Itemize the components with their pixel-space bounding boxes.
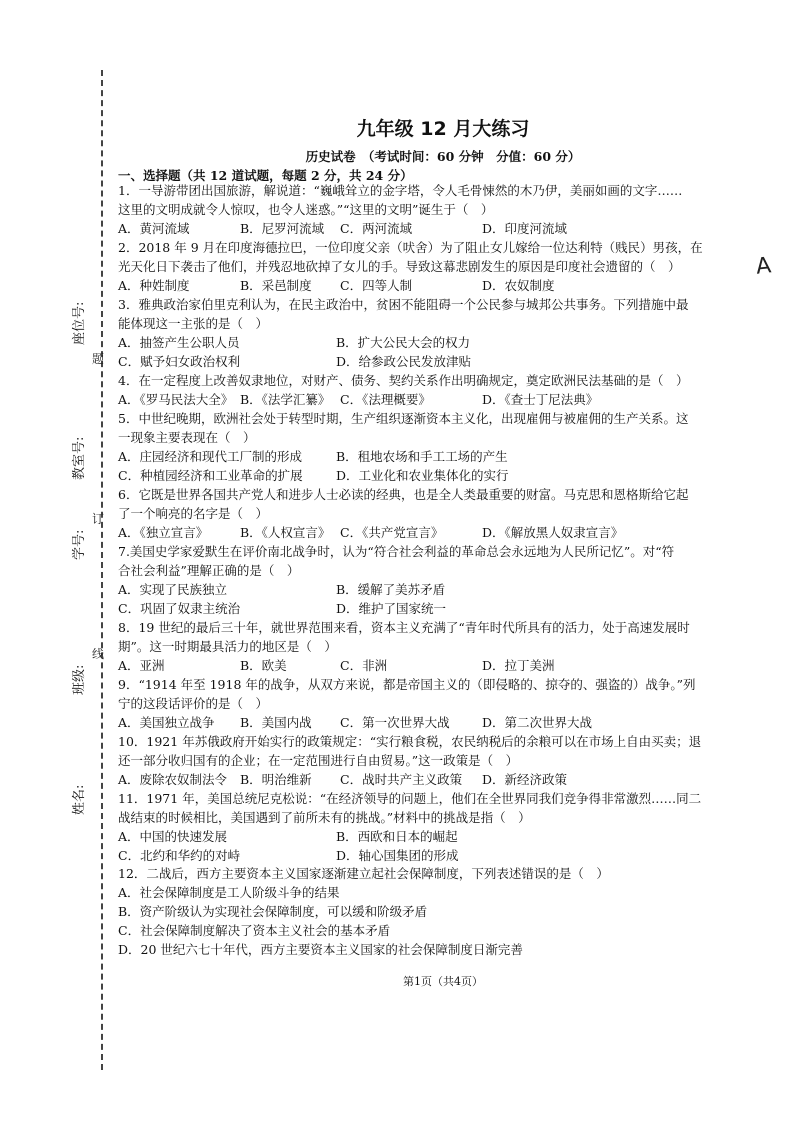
binding-field — [60, 430, 90, 560]
answer-option: C．社会保障制度解决了资本主义社会的基本矛盾 — [118, 923, 391, 938]
question-text: 了一个响亮的名字是（ ） — [118, 506, 269, 521]
answer-option: D．给参政公民发放津贴 — [336, 354, 472, 369]
answer-option: B．《法学汇纂》 — [240, 392, 331, 407]
answer-option: D．《查士丁尼法典》 — [482, 392, 599, 407]
answer-option: C．《法理概要》 — [340, 392, 431, 407]
answer-option: C．巩固了奴隶主统治 — [118, 601, 241, 616]
answer-option: D．印度河流域 — [482, 221, 568, 236]
option-row — [118, 352, 768, 371]
option-row — [118, 770, 768, 789]
question-text: 1．一导游带团出国旅游，解说道：“巍峨耸立的金字塔，令人毛骨悚然的木乃伊，美丽如画的文字…… — [118, 183, 683, 198]
answer-option: D．拉丁美洲 — [482, 658, 555, 673]
answer-option: C．四等人制 — [340, 278, 413, 293]
question-text: 3．雅典政治家伯里克利认为，在民主政治中，贫困不能阻碍一个公民参与城邦公共事务。下列措施中最 — [118, 297, 689, 312]
option-row — [118, 827, 768, 846]
question-text: 战结束的时候相比，美国遇到了前所未有的挑战。”材料中的挑战是指（ ） — [118, 810, 531, 825]
binding-dashed-line — [101, 70, 103, 1070]
answer-option: A．种姓制度 — [118, 278, 190, 293]
answer-option: A．中国的快速发展 — [118, 829, 228, 844]
answer-option: C．两河流域 — [340, 221, 413, 236]
option-row — [118, 333, 768, 352]
answer-option: A．废除农奴制法令 — [118, 772, 228, 787]
answer-option: A．亚洲 — [118, 658, 165, 673]
answer-option: A．《独立宣言》 — [118, 525, 209, 540]
answer-option: D．工业化和农业集体化的实行 — [336, 468, 509, 483]
option-row — [118, 466, 768, 485]
question-text: 光天化日下袭击了他们，并残忍地砍掉了女儿的手。导致这幕悲剧发生的原因是印度社会遗留的（ ） — [118, 259, 681, 274]
answer-option: A．实现了民族独立 — [118, 582, 228, 597]
answer-option: B．资产阶级认为实现社会保障制度，可以缓和阶级矛盾 — [118, 904, 428, 919]
option-row — [118, 846, 768, 865]
binding-char: 订 — [92, 512, 105, 526]
binding-field-label: 姓名: — [72, 784, 87, 815]
option-row — [118, 390, 768, 409]
option-row — [118, 713, 768, 732]
answer-option: B．采邑制度 — [240, 278, 312, 293]
option-row — [118, 276, 768, 295]
question-text: 一现象主要表现在（ ） — [118, 430, 256, 445]
answer-option: C．第一次世界大战 — [340, 715, 450, 730]
question-text: 4．在一定程度上改善奴隶地位，对财产、债务、契约关系作出明确规定，奠定欧洲民法基础的是（ ） — [118, 373, 689, 388]
question-text: 12．二战后，西方主要资本主义国家逐渐建立起社会保障制度，下列表述错误的是（ ） — [118, 866, 609, 881]
answer-option: C．赋予妇女政治权利 — [118, 354, 241, 369]
answer-option: C．《共产党宣言》 — [340, 525, 444, 540]
answer-option: A．《罗马民法大全》 — [118, 392, 234, 407]
answer-option: C．北约和华约的对峙 — [118, 848, 241, 863]
option-row — [118, 219, 768, 238]
answer-option: B．缓解了美苏矛盾 — [336, 582, 446, 597]
binding-field-label: 教室号: — [72, 436, 87, 480]
answer-option: D．农奴制度 — [482, 278, 555, 293]
answer-option: D．《解放黑人奴隶宣言》 — [482, 525, 624, 540]
handwritten-answer: A — [754, 253, 773, 280]
answer-option: B．《人权宣言》 — [240, 525, 331, 540]
option-row — [118, 447, 768, 466]
answer-option: C．非洲 — [340, 658, 388, 673]
question-text: 10．1921 年苏俄政府开始实行的政策规定：“实行粮食税，农民纳税后的余粮可以在市场上自由买卖；退 — [118, 734, 702, 749]
answer-option: B．欧美 — [240, 658, 287, 673]
page-footer: 第1页（共4页） — [403, 975, 483, 988]
binding-field — [60, 715, 90, 815]
answer-option: D．维护了国家统一 — [336, 601, 447, 616]
option-row — [118, 580, 768, 599]
question-text: 合社会利益”理解正确的是（ ） — [118, 563, 300, 578]
answer-option: B．西欧和日本的崛起 — [336, 829, 458, 844]
question-text: 8．19 世纪的最后三十年，就世界范围来看，资本主义充满了“青年时代所具有的活力，处于高速发展时 — [118, 620, 690, 635]
question-text: 5．中世纪晚期，欧洲社会处于转型时期，生产组织逐渐资本主义化，出现雇佣与被雇佣的生产关系。这 — [118, 411, 689, 426]
answer-option: B．租地农场和手工工场的产生 — [336, 449, 508, 464]
binding-field-label: 班级: — [72, 664, 87, 695]
answer-option: B．扩大公民大会的权力 — [336, 335, 471, 350]
answer-option: D．新经济政策 — [482, 772, 568, 787]
binding-char: 题 — [92, 352, 105, 366]
question-text: 11．1971 年，美国总统尼克松说：“在经济领导的问题上，他们在全世界同我们竞争得非常激烈……同二 — [118, 791, 702, 806]
question-text: 6．它既是世界各国共产党人和进步人士必读的经典，也是全人类最重要的财富。马克思和恩格斯给它起 — [118, 487, 689, 502]
binding-field-label: 学号: — [72, 529, 87, 560]
question-text: 9．“1914 年至 1918 年的战争，从双方来说，都是帝国主义的（即侵略的、掠夺的、强盗的）战争。”列 — [118, 677, 696, 692]
question-text: 7.美国史学家爱默生在评价南北战争时，认为“符合社会利益的革命总会永远地为人民所记忆”。对“符 — [118, 544, 675, 559]
binding-field — [60, 245, 90, 345]
answer-option: C．战时共产主义政策 — [340, 772, 463, 787]
answer-option: C．种植园经济和工业革命的扩展 — [118, 468, 303, 483]
binding-char: 线 — [92, 647, 105, 661]
answer-option: A．社会保障制度是工人阶级斗争的结果 — [118, 885, 340, 900]
binding-field — [60, 585, 90, 695]
answer-option: A．抽签产生公职人员 — [118, 335, 240, 350]
binding-field-label: 座位号: — [72, 301, 87, 345]
page-title: 九年级 12 月大练习 — [356, 118, 530, 140]
page-subtitle: 历史试卷 （考试时间：60 分钟 分值：60 分） — [305, 149, 581, 164]
answer-option: D．20 世纪六七十年代，西方主要资本主义国家的社会保障制度日渐完善 — [118, 942, 523, 957]
question-text: 能体现这一主张的是（ ） — [118, 316, 269, 331]
answer-option: A．黄河流域 — [118, 221, 190, 236]
answer-option: D．轴心国集团的形成 — [336, 848, 459, 863]
answer-option: D．第二次世界大战 — [482, 715, 593, 730]
question-text: 这里的文明成就令人惊叹，也令人迷惑。”“这里的文明”诞生于（ ） — [118, 202, 494, 217]
answer-option: B．美国内战 — [240, 715, 312, 730]
section-heading: 一、选择题（共 12 道试题，每题 2 分，共 24 分） — [118, 168, 413, 183]
question-text: 2．2018 年 9 月在印度海德拉巴，一位印度父亲（吠舍）为了阻止女儿嫁给一位达利特（贱民）男孩，在 — [118, 240, 703, 255]
answer-option: B．尼罗河流域 — [240, 221, 325, 236]
option-row — [118, 523, 768, 542]
question-text: 期”。这一时期最具活力的地区是（ ） — [118, 639, 337, 654]
answer-option: B．明治维新 — [240, 772, 312, 787]
option-row — [118, 599, 768, 618]
question-text: 宁的这段话评价的是（ ） — [118, 696, 269, 711]
answer-option: A．庄园经济和现代工厂制的形成 — [118, 449, 303, 464]
question-text: 还一部分收归国有的企业；在一定范围进行自由贸易。”这一政策是（ ） — [118, 753, 519, 768]
option-row — [118, 656, 768, 675]
answer-option: A．美国独立战争 — [118, 715, 215, 730]
